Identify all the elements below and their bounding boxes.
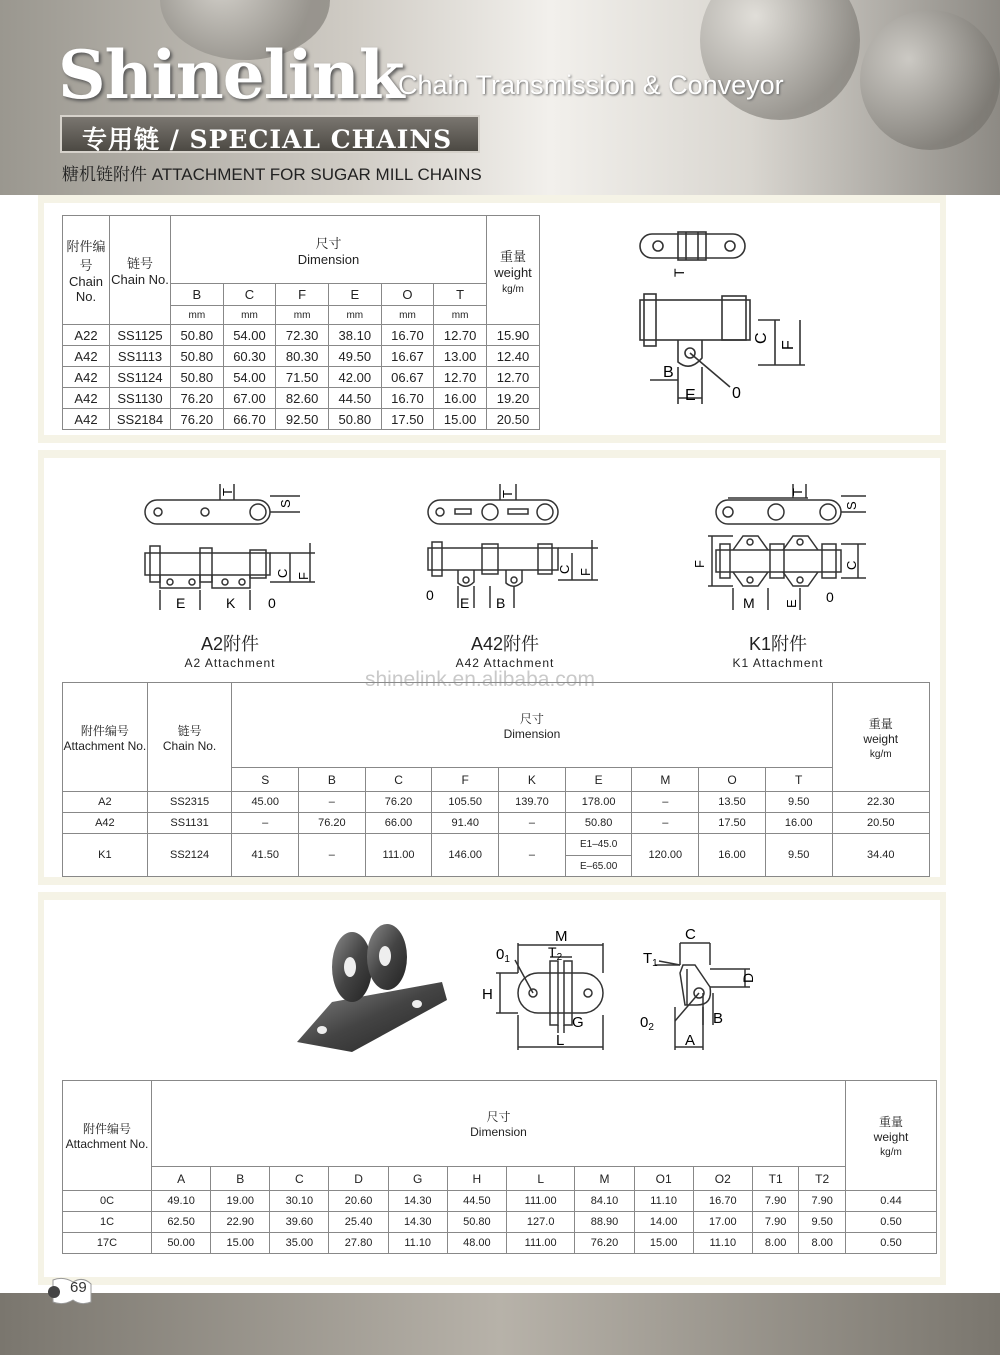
dim-label-E: E — [460, 595, 470, 611]
k1-caption: K1附件 K1 Attachment — [732, 634, 824, 670]
table-cell: 41.50 — [232, 834, 299, 877]
header-chain: 链号 Chain No. — [110, 216, 171, 325]
unit-label: mm — [328, 306, 381, 325]
table-cell: SS2184 — [110, 409, 171, 430]
dim-label-M: M — [743, 595, 755, 611]
brand-tagline: Chain Transmission & Conveyor — [398, 70, 784, 100]
table-row — [63, 1233, 937, 1254]
table-cell: 84.10 — [575, 1191, 634, 1212]
column-header: T1 — [752, 1167, 798, 1191]
column-header: O — [699, 768, 766, 792]
table-cell: – — [499, 834, 566, 877]
table-cell: 67.00 — [223, 388, 276, 409]
column-header: O — [381, 284, 434, 306]
chain-link-outline — [640, 234, 745, 258]
table-cell: 20.60 — [329, 1191, 388, 1212]
table-cell: 0.50 — [846, 1233, 937, 1254]
column-header: O2 — [693, 1167, 752, 1191]
table-cell: SS1113 — [110, 346, 171, 367]
table-cell: 16.70 — [693, 1191, 752, 1212]
table-cell: A2 — [63, 792, 148, 813]
table-cell: 14.30 — [388, 1191, 447, 1212]
brand-logo-text: Shinelink — [58, 36, 404, 114]
table-cell: 35.00 — [270, 1233, 329, 1254]
table-cell: 11.10 — [634, 1191, 693, 1212]
column-header: G — [388, 1167, 447, 1191]
table-cell: SS1131 — [147, 813, 232, 834]
table-cell: 0.50 — [846, 1212, 937, 1233]
bracket-top-diagram — [480, 925, 620, 1055]
table-cell: 44.50 — [328, 388, 381, 409]
table-cell: K1 — [63, 834, 148, 877]
table-cell: 91.40 — [432, 813, 499, 834]
dim-label-B: B — [713, 1010, 724, 1027]
table-cell: 15.00 — [634, 1233, 693, 1254]
table-cell: 49.10 — [152, 1191, 211, 1212]
table-cell: SS2124 — [147, 834, 232, 877]
chain-photo-decoration — [860, 10, 1000, 150]
table-cell: 17.50 — [381, 409, 434, 430]
table-cell: 16.67 — [381, 346, 434, 367]
column-header: T — [765, 768, 832, 792]
dim-label-T2: $T_2$ — [548, 944, 563, 963]
table-cell: 12.40 — [487, 346, 540, 367]
dim-label-G: G — [572, 1014, 584, 1031]
dim-label-T: T — [500, 490, 515, 498]
table-cell: 17.50 — [699, 813, 766, 834]
table-cell: E–65.00 — [565, 856, 632, 877]
table-cell: 42.00 — [328, 367, 381, 388]
dim-label-H: H — [482, 986, 493, 1003]
dim-label-B: B — [663, 364, 674, 381]
dim-label-S: S — [844, 501, 859, 510]
table-cell: 0.44 — [846, 1191, 937, 1212]
table-cell: 49.50 — [328, 346, 381, 367]
table-cell: 13.50 — [699, 792, 766, 813]
attachment-plate — [678, 232, 706, 260]
table-cell: 16.70 — [381, 325, 434, 346]
header-attachment: 附件编号 Attachment No. — [63, 683, 148, 792]
table-cell: – — [499, 813, 566, 834]
dim-label-M: M — [555, 928, 568, 945]
table-cell: 127.0 — [506, 1212, 574, 1233]
a42-attachment-diagram — [420, 478, 600, 613]
page-number: 69 — [70, 1279, 87, 1296]
table-cell: 48.00 — [447, 1233, 506, 1254]
header-attachment: 附件编号 Chain No. — [63, 216, 110, 325]
column-header: F — [432, 768, 499, 792]
dim-label-F: F — [578, 568, 593, 576]
dim-label-C: C — [557, 564, 572, 574]
table-cell: A42 — [63, 813, 148, 834]
dim-label-B: B — [496, 595, 506, 611]
table-cell: 7.90 — [752, 1191, 798, 1212]
column-header: T — [434, 284, 487, 306]
table-cell: 39.60 — [270, 1212, 329, 1233]
header-weight: 重量 weight kg/m — [846, 1081, 937, 1191]
table-cell: 76.20 — [365, 792, 432, 813]
dim-label-T: T — [220, 488, 235, 496]
table-cell: 25.40 — [329, 1212, 388, 1233]
page-subtitle: 糖机链附件 ATTACHMENT FOR SUGAR MILL CHAINS — [62, 165, 482, 184]
table-cell: 71.50 — [276, 367, 329, 388]
table-cell: SS1130 — [110, 388, 171, 409]
table-cell: 45.00 — [232, 792, 299, 813]
table-row — [63, 367, 540, 388]
header-dimension: 尺寸 Dimension — [152, 1081, 846, 1167]
table-cell: 76.20 — [299, 813, 366, 834]
chain-side-diagram — [630, 222, 810, 407]
column-header: T2 — [799, 1167, 846, 1191]
table-cell: 146.00 — [432, 834, 499, 877]
dim-label-F: F — [780, 340, 797, 350]
table-cell: 92.50 — [276, 409, 329, 430]
table-cell: 15.00 — [211, 1233, 270, 1254]
table-cell: – — [632, 792, 699, 813]
table-cell: 20.50 — [487, 409, 540, 430]
dim-label-S: S — [278, 499, 293, 508]
header-attachment: 附件编号 Attachment No. — [63, 1081, 152, 1191]
chain-photo-decoration — [700, 0, 860, 120]
table-cell: 88.90 — [575, 1212, 634, 1233]
table-cell: 12.70 — [434, 367, 487, 388]
column-header: D — [329, 1167, 388, 1191]
column-header: E — [565, 768, 632, 792]
dim-label-T1: $T_1$ — [643, 950, 658, 969]
table-cell: 7.90 — [799, 1191, 846, 1212]
table-cell: 76.20 — [171, 388, 224, 409]
dim-label-E: E — [685, 387, 696, 404]
dim-label-T: T — [671, 268, 687, 277]
table-cell: 66.70 — [223, 409, 276, 430]
header-weight: 重量 weight kg/m — [487, 216, 540, 325]
table-row — [63, 388, 540, 409]
table-cell: 13.00 — [434, 346, 487, 367]
table-cell: 16.70 — [381, 388, 434, 409]
unit-label: mm — [171, 306, 224, 325]
table-cell: 14.00 — [634, 1212, 693, 1233]
table-row — [63, 346, 540, 367]
table-cell: SS2315 — [147, 792, 232, 813]
header-dimension: 尺寸 Dimension — [232, 683, 832, 768]
dim-label-T: T — [790, 488, 805, 496]
chain-dimension-table — [62, 215, 540, 430]
dim-label-E: E — [176, 595, 186, 611]
header-dimension: 尺寸 Dimension — [171, 216, 487, 284]
column-header: F — [276, 284, 329, 306]
column-header: L — [506, 1167, 574, 1191]
table-cell: 72.30 — [276, 325, 329, 346]
dim-label-C: C — [685, 926, 696, 943]
table-cell: SS1124 — [110, 367, 171, 388]
table-cell: 19.20 — [487, 388, 540, 409]
column-header: B — [211, 1167, 270, 1191]
table-cell: SS1125 — [110, 325, 171, 346]
attachment-dimension-table — [62, 682, 930, 877]
column-header: A — [152, 1167, 211, 1191]
table-cell: – — [232, 813, 299, 834]
table-cell: 54.00 — [223, 325, 276, 346]
column-header: O1 — [634, 1167, 693, 1191]
table-cell: – — [632, 813, 699, 834]
table-cell: – — [299, 834, 366, 877]
pin-hole — [653, 241, 663, 251]
dim-label-C: C — [753, 332, 770, 344]
table-cell: 82.60 — [276, 388, 329, 409]
footer-band — [0, 1293, 1000, 1355]
table-cell: 8.00 — [752, 1233, 798, 1254]
table-cell: 9.50 — [765, 834, 832, 877]
dim-label-C: C — [844, 560, 859, 570]
column-header: E — [328, 284, 381, 306]
table-cell: 17.00 — [693, 1212, 752, 1233]
column-header: K — [499, 768, 566, 792]
table-cell: 111.00 — [506, 1233, 574, 1254]
table-cell: A22 — [63, 325, 110, 346]
column-header: B — [299, 768, 366, 792]
dim-label-O: 0 — [826, 589, 834, 605]
dim-label-C: C — [275, 568, 290, 578]
table-cell: 22.90 — [211, 1212, 270, 1233]
table-cell: 11.10 — [693, 1233, 752, 1254]
column-header: B — [171, 284, 224, 306]
table-cell: 8.00 — [799, 1233, 846, 1254]
header-weight: 重量 weight kg/m — [832, 683, 930, 792]
table-cell: 120.00 — [632, 834, 699, 877]
table-cell: A42 — [63, 367, 110, 388]
table-cell: 111.00 — [365, 834, 432, 877]
table-row — [63, 813, 930, 834]
table-row — [63, 1212, 937, 1233]
table-cell: 139.70 — [499, 792, 566, 813]
dim-label-O2: $0_2$ — [640, 1014, 654, 1033]
column-header: M — [575, 1167, 634, 1191]
dim-label-K: K — [226, 595, 236, 611]
table-cell: 50.80 — [565, 813, 632, 834]
bracket-side-diagram — [635, 925, 765, 1055]
table-cell: 50.80 — [328, 409, 381, 430]
table-cell: 178.00 — [565, 792, 632, 813]
table-cell: 0C — [63, 1191, 152, 1212]
k1-attachment-diagram — [688, 478, 868, 613]
table-cell: 66.00 — [365, 813, 432, 834]
table-cell: 7.90 — [752, 1212, 798, 1233]
table-cell: 15.90 — [487, 325, 540, 346]
table-cell: 111.00 — [506, 1191, 574, 1212]
table-cell: 16.00 — [699, 834, 766, 877]
table-cell: 19.00 — [211, 1191, 270, 1212]
unit-label: mm — [381, 306, 434, 325]
dim-label-D: D — [740, 972, 756, 983]
header-chain: 链号 Chain No. — [147, 683, 232, 792]
table-cell: 11.10 — [388, 1233, 447, 1254]
table-cell: 50.00 — [152, 1233, 211, 1254]
table-cell: 22.30 — [832, 792, 930, 813]
table-cell: 44.50 — [447, 1191, 506, 1212]
table-cell: 105.50 — [432, 792, 499, 813]
dim-label-O: 0 — [732, 385, 741, 402]
table-cell: 15.00 — [434, 409, 487, 430]
a2-attachment-diagram — [140, 478, 320, 613]
table-cell: 38.10 — [328, 325, 381, 346]
table-cell: 54.00 — [223, 367, 276, 388]
dim-label-O1: $0_1$ — [496, 946, 510, 965]
table-cell: 62.50 — [152, 1212, 211, 1233]
table-cell: 50.80 — [447, 1212, 506, 1233]
table-cell: – — [299, 792, 366, 813]
dim-label-L: L — [556, 1032, 565, 1049]
table-cell: 20.50 — [832, 813, 930, 834]
table-cell: 80.30 — [276, 346, 329, 367]
unit-label: mm — [276, 306, 329, 325]
table-cell: E1–45.0 — [565, 834, 632, 856]
column-header: C — [270, 1167, 329, 1191]
table-cell: A42 — [63, 388, 110, 409]
table-row — [63, 409, 540, 430]
table-cell: A42 — [63, 409, 110, 430]
header-banner — [0, 0, 1000, 195]
table-cell: 14.30 — [388, 1212, 447, 1233]
table-cell: 76.20 — [171, 409, 224, 430]
table-cell: 76.20 — [575, 1233, 634, 1254]
dim-label-F: F — [296, 572, 311, 580]
watermark: shinelink.en.alibaba.com — [365, 668, 595, 691]
table-cell: 30.10 — [270, 1191, 329, 1212]
column-header: M — [632, 768, 699, 792]
pin-hole — [725, 241, 735, 251]
table-row — [63, 325, 540, 346]
table-cell: 27.80 — [329, 1233, 388, 1254]
unit-label: mm — [223, 306, 276, 325]
column-header: C — [223, 284, 276, 306]
table-cell: 9.50 — [765, 792, 832, 813]
column-header: S — [232, 768, 299, 792]
a2-caption: A2附件 A2 Attachment — [184, 634, 276, 670]
table-cell: 17C — [63, 1233, 152, 1254]
table-cell: 34.40 — [832, 834, 930, 877]
section-title: 专用链 / SPECIAL CHAINS — [60, 115, 480, 153]
dim-label-E: E — [784, 599, 799, 608]
bracket-attachment-illustration — [292, 922, 452, 1057]
table-cell: 12.70 — [434, 325, 487, 346]
table-cell: 9.50 — [799, 1212, 846, 1233]
table-cell: 50.80 — [171, 346, 224, 367]
table-cell: 16.00 — [765, 813, 832, 834]
table-row — [63, 792, 930, 813]
column-header: H — [447, 1167, 506, 1191]
table-cell: 1C — [63, 1212, 152, 1233]
dim-label-F: F — [692, 560, 707, 568]
table-cell: 60.30 — [223, 346, 276, 367]
dim-label-A: A — [685, 1032, 696, 1049]
table-cell: A42 — [63, 346, 110, 367]
a42-caption: A42附件 A42 Attachment — [455, 634, 555, 670]
table-cell: 50.80 — [171, 325, 224, 346]
table-cell: 50.80 — [171, 367, 224, 388]
unit-label: mm — [434, 306, 487, 325]
column-header: C — [365, 768, 432, 792]
table-cell: 16.00 — [434, 388, 487, 409]
table-cell: 06.67 — [381, 367, 434, 388]
table-cell: 12.70 — [487, 367, 540, 388]
dim-label-O: 0 — [268, 595, 276, 611]
table-row — [63, 1191, 937, 1212]
dim-label-O: 0 — [426, 587, 434, 603]
bracket-dimension-table — [62, 1080, 937, 1254]
